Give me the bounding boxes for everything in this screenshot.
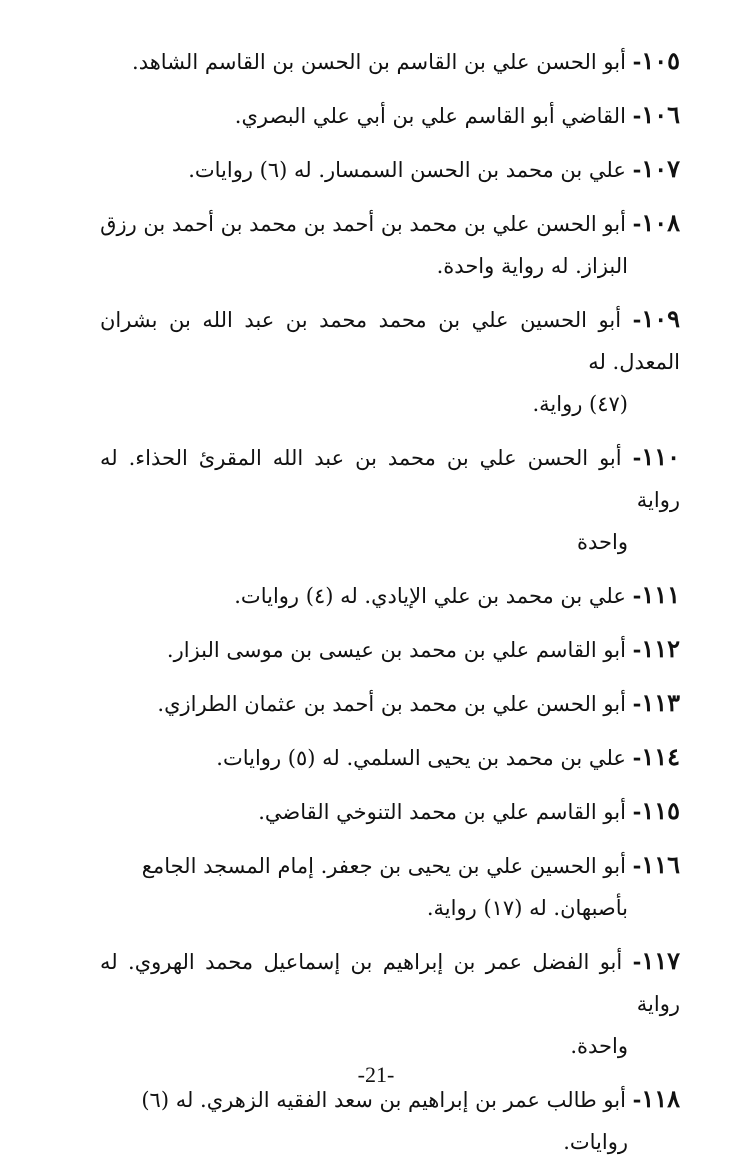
entry-107 bbox=[100, 148, 680, 191]
entry-separator: - bbox=[632, 445, 642, 470]
entry-text: أبو القاسم علي بن محمد التنوخي القاضي. bbox=[258, 800, 626, 824]
entry-continuation: بأصبهان. له (١٧) رواية. bbox=[426, 896, 628, 920]
entry-112 bbox=[100, 628, 680, 671]
entry-118 bbox=[100, 1078, 680, 1163]
entry-continuation: (٤٧) رواية. bbox=[532, 392, 628, 416]
entry-number: ١٠٨ bbox=[641, 208, 680, 237]
entry-continuation: واحدة bbox=[577, 530, 628, 554]
entry-text: القاضي أبو القاسم علي بن أبي علي البصري. bbox=[234, 104, 626, 128]
entry-number: ١٠٩ bbox=[641, 304, 680, 333]
entry-text: أبو الحسين علي بن محمد محمد بن عبد الله بن بشران المعدل. له bbox=[100, 308, 680, 374]
entry-separator: - bbox=[632, 949, 642, 974]
entry-separator: - bbox=[632, 745, 642, 770]
entry-number: ١٠٦ bbox=[641, 100, 680, 129]
entry-108 bbox=[100, 202, 680, 287]
entry-number: ١١١ bbox=[641, 580, 680, 609]
entry-separator: - bbox=[632, 1087, 642, 1112]
entry-separator: - bbox=[632, 307, 642, 332]
entry-text: أبو الحسن علي بن محمد بن عبد الله المقرئ الحذاء. له رواية bbox=[100, 446, 680, 512]
entry-number: ١١٢ bbox=[641, 634, 680, 663]
entry-number: ١١٣ bbox=[641, 688, 680, 717]
entry-text: أبو الفضل عمر بن إبراهيم بن إسماعيل محمد الهروي. له رواية bbox=[100, 950, 680, 1016]
entry-text: علي بن محمد بن الحسن السمسار. له (٦) روايات. bbox=[188, 158, 626, 182]
entry-separator: - bbox=[632, 583, 642, 608]
entry-number: ١١٠ bbox=[641, 442, 680, 471]
entry-105 bbox=[100, 40, 680, 83]
entry-number: ١١٧ bbox=[641, 946, 680, 975]
entry-separator: - bbox=[632, 691, 642, 716]
entry-text: أبو الحسن علي بن محمد بن أحمد بن عثمان الطرازي. bbox=[157, 692, 626, 716]
page-number: -21- bbox=[357, 1062, 395, 1087]
entry-number: ١٠٥ bbox=[641, 46, 680, 75]
entry-113 bbox=[100, 682, 680, 725]
entry-106 bbox=[100, 94, 680, 137]
entry-109 bbox=[100, 298, 680, 425]
entry-separator: - bbox=[632, 157, 642, 182]
entry-text: أبو طالب عمر بن إبراهيم بن سعد الفقيه الزهري. له (٦) bbox=[141, 1088, 626, 1112]
entry-text: أبو الحسين علي بن يحيى بن جعفر. إمام المسجد الجامع bbox=[141, 854, 626, 878]
entry-separator: - bbox=[632, 103, 642, 128]
entry-115 bbox=[100, 790, 680, 833]
entry-continuation: روايات. bbox=[563, 1130, 628, 1154]
entry-continuation: البزاز. له رواية واحدة. bbox=[436, 254, 628, 278]
entry-114 bbox=[100, 736, 680, 779]
entry-separator: - bbox=[632, 211, 642, 236]
entry-text: أبو الحسن علي بن القاسم بن الحسن بن القاسم الشاهد. bbox=[132, 50, 626, 74]
entry-117 bbox=[100, 940, 680, 1067]
entry-text: أبو القاسم علي بن محمد بن عيسى بن موسى البزار. bbox=[166, 638, 626, 662]
entry-separator: - bbox=[632, 49, 642, 74]
entry-text: أبو الحسن علي بن محمد بن أحمد بن محمد بن أحمد بن رزق bbox=[100, 212, 626, 236]
entry-111 bbox=[100, 574, 680, 617]
entry-text: علي بن محمد بن علي الإيادي. له (٤) روايات. bbox=[234, 584, 626, 608]
entry-number: ١١٥ bbox=[641, 796, 680, 825]
entry-number: ١١٤ bbox=[641, 742, 680, 771]
entry-separator: - bbox=[632, 799, 642, 824]
entry-text: علي بن محمد بن يحيى السلمي. له (٥) روايات. bbox=[216, 746, 626, 770]
entry-number: ١٠٧ bbox=[641, 154, 680, 183]
entry-number: ١١٨ bbox=[641, 1084, 680, 1113]
entry-110 bbox=[100, 436, 680, 563]
entry-116 bbox=[100, 844, 680, 929]
entry-continuation: واحدة. bbox=[570, 1034, 628, 1058]
entry-separator: - bbox=[632, 637, 642, 662]
entry-number: ١١٦ bbox=[641, 850, 680, 879]
entry-separator: - bbox=[632, 853, 642, 878]
